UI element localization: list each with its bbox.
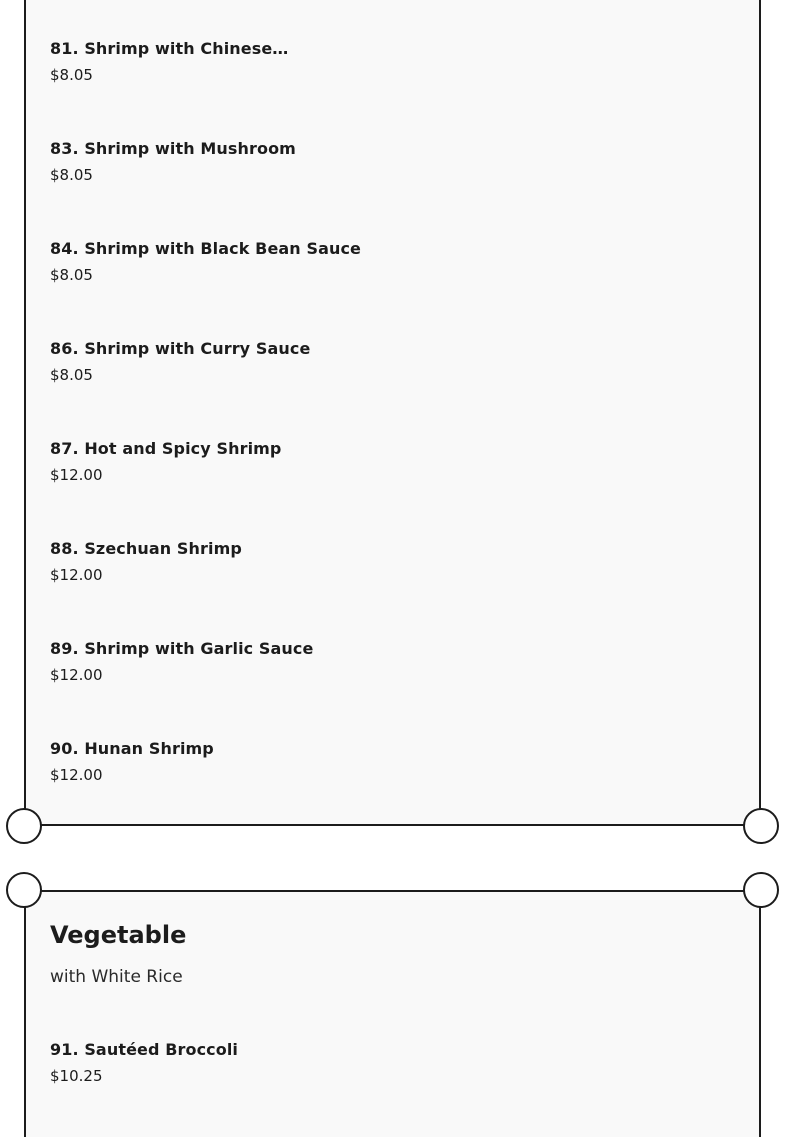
menu-item[interactable] bbox=[50, 539, 710, 585]
menu-item-name: 87. Hot and Spicy Shrimp bbox=[50, 439, 282, 458]
menu-item-name: 91. Sautéed Broccoli bbox=[50, 1040, 239, 1059]
menu-item[interactable] bbox=[50, 339, 710, 385]
vegetable-menu-card bbox=[24, 890, 761, 1137]
menu-item-price: $10.25 bbox=[50, 1067, 103, 1085]
card-corner-scallop bbox=[6, 808, 42, 844]
menu-item-name: 90. Hunan Shrimp bbox=[50, 739, 214, 758]
menu-item-price: $8.05 bbox=[50, 266, 93, 284]
menu-item-name: 83. Shrimp with Mushroom bbox=[50, 139, 296, 158]
section-title: Vegetable bbox=[50, 921, 187, 949]
menu-item-price: $8.05 bbox=[50, 166, 93, 184]
menu-item[interactable] bbox=[50, 1040, 710, 1086]
menu-item-name: 84. Shrimp with Black Bean Sauce bbox=[50, 239, 361, 258]
card-corner-scallop bbox=[6, 872, 42, 908]
section-subtitle: with White Rice bbox=[50, 967, 183, 987]
menu-item-price: $12.00 bbox=[50, 466, 103, 484]
menu-item-price: $12.00 bbox=[50, 666, 103, 684]
menu-item-price: $12.00 bbox=[50, 766, 103, 784]
card-corner-scallop bbox=[743, 808, 779, 844]
card-corner-scallop bbox=[743, 872, 779, 908]
menu-item[interactable] bbox=[50, 39, 710, 85]
menu-item-price: $8.05 bbox=[50, 66, 93, 84]
menu-item-name: 89. Shrimp with Garlic Sauce bbox=[50, 639, 314, 658]
menu-item-name: 88. Szechuan Shrimp bbox=[50, 539, 242, 558]
menu-item-price: $8.05 bbox=[50, 366, 93, 384]
menu-item-name: 81. Shrimp with Chinese… bbox=[50, 39, 289, 58]
menu-item-name: 86. Shrimp with Curry Sauce bbox=[50, 339, 311, 358]
menu-item[interactable] bbox=[50, 739, 710, 785]
shrimp-menu-card bbox=[24, 0, 761, 826]
menu-item[interactable] bbox=[50, 239, 710, 285]
menu-item[interactable] bbox=[50, 439, 710, 485]
menu-item[interactable] bbox=[50, 139, 710, 185]
menu-item[interactable] bbox=[50, 639, 710, 685]
menu-item-price: $12.00 bbox=[50, 566, 103, 584]
